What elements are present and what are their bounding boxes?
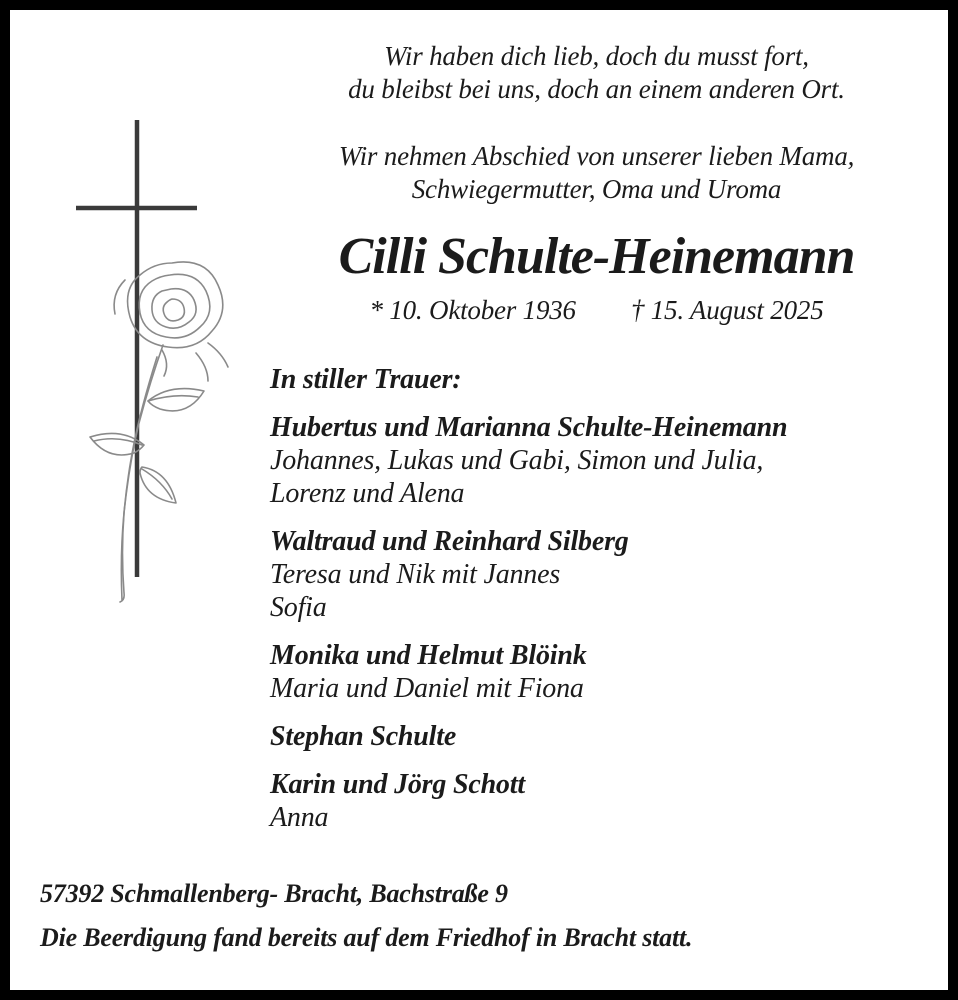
mourner-group xyxy=(270,720,923,753)
mourner-members: Anna xyxy=(270,802,329,834)
opening-verse xyxy=(270,40,923,106)
mourner-group xyxy=(270,411,923,510)
mourner-group xyxy=(270,639,923,705)
farewell-line-2: Schwiegermutter, Oma und Uroma xyxy=(411,174,782,204)
mourners-section xyxy=(270,363,923,834)
life-dates xyxy=(270,294,923,327)
mourner-members: Lorenz und Alena xyxy=(270,478,465,510)
mourner-lead: Stephan Schulte xyxy=(270,721,457,753)
leaf-icons xyxy=(90,389,204,503)
funeral-note: Die Beerdigung fand bereits auf dem Friedhof in Bracht statt. xyxy=(40,923,693,953)
family-address: 57392 Schmallenberg- Bracht, Bachstraße 9 xyxy=(40,879,508,909)
mourner-members: Sofia xyxy=(270,592,327,624)
verse-line-1: Wir haben dich lieb, doch du musst fort, xyxy=(384,41,809,71)
memorial-notice-page xyxy=(10,10,948,990)
verse-line-2: du bleibst bei uns, doch an einem anderen Ort. xyxy=(348,74,845,104)
farewell-line-1: Wir nehmen Abschied von unserer lieben Mama, xyxy=(338,141,855,171)
cross-icon xyxy=(76,120,197,577)
birth-date: * 10. Oktober 1936 xyxy=(369,295,576,326)
mourner-members: Teresa und Nik mit Jannes xyxy=(270,559,561,591)
death-date: † 15. August 2025 xyxy=(630,295,824,326)
rose-stem xyxy=(120,345,163,602)
notice-content xyxy=(270,10,923,834)
mourner-lead: Waltraud und Reinhard Silberg xyxy=(270,526,629,558)
mourner-lead: Hubertus und Marianna Schulte-Heinemann xyxy=(270,412,788,444)
notice-footer xyxy=(40,878,918,954)
mourner-group xyxy=(270,768,923,834)
mourner-group xyxy=(270,525,923,624)
mourner-members: Maria und Daniel mit Fiona xyxy=(270,673,584,705)
mourner-members: Johannes, Lukas und Gabi, Simon und Julia, xyxy=(270,445,764,477)
mourner-lead: Monika und Helmut Blöink xyxy=(270,640,587,672)
mourning-intro: In stiller Trauer: xyxy=(270,364,462,396)
deceased-name: Cilli Schulte-Heinemann xyxy=(338,228,855,285)
rose-icon xyxy=(114,262,228,381)
cross-and-rose-illustration xyxy=(50,105,240,610)
farewell-text xyxy=(270,140,923,206)
mourner-lead: Karin und Jörg Schott xyxy=(270,769,525,801)
